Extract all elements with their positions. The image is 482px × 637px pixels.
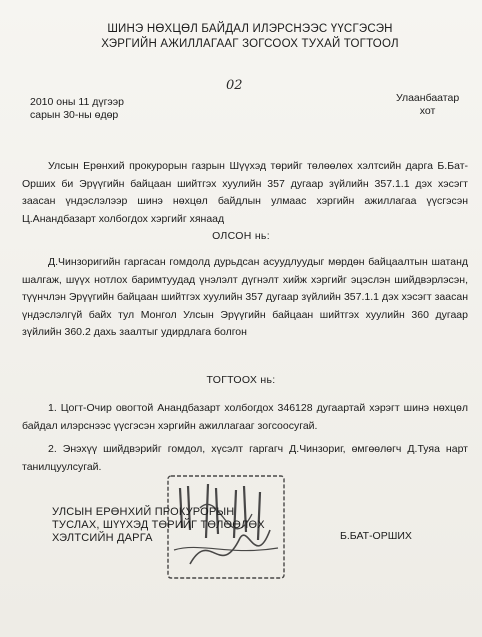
title-line-2: ХЭРГИЙН АЖИЛЛАГААГ ЗОГСООХ ТУХАЙ ТОГТООЛ [101,38,399,50]
date-line-1: 2010 оны 11 дүгээр [30,96,124,108]
document-place [396,92,459,118]
signatory-title-line-1: УЛСЫН ЕРӨНХИЙ ПРОКУРОРЫН [52,506,235,518]
resolve-heading: ТОГТООХ нь: [206,374,276,386]
signatory-title-line-3: ХЭЛТСИЙН ДАРГА [52,532,153,544]
found-paragraph: Д.Чинзоригийн гаргасан гомдолд дурьдсан асуудлуудыг мөрдөн байцаалтын шатанд шалгаж, шүүх нотлох баримтуудад үнэлэлт дүгнэлт хийж хэргийг эцэслэн шийдвэрлэсэн, түүнчлэн Эрүүгийн байцаан шийтгэх хуулийн 357 дугаар зүйлийн 357.1.1 дэх хэсэгт заасан үндэслэлгүй байх тул Монгол Улсын Эрүүгийн байцаан шийтгэх хуулийн 360 дугаар зүйлийн 360.2 дахь заалтыг удирдлага болгон [22,256,468,338]
place-line-1: Улаанбаатар [396,92,460,104]
title-line-1: ШИНЭ НӨХЦӨЛ БАЙДАЛ ИЛЭРСНЭЭС ҮҮСГЭСЭН [107,23,393,35]
document-title [60,22,440,52]
date-line-2: сарын 30-ны өдөр [30,109,119,121]
signatory-title [52,506,265,545]
signatory-title-line-2: ТУСЛАХ, ШҮҮХЭД ТӨРИЙГ ТӨЛӨӨЛӨХ [52,519,265,531]
found-heading: ОЛСОН нь: [212,230,270,242]
document-date [30,96,124,122]
resolution-item-1: 1. Цогт-Очир овогтой Анандбазарт холбогдох 346128 дугаартай хэрэгт шинэ нөхцөл байдал илэрснээс үүсгэсэн хэргийн ажиллагааг зогсоосугай. [22,402,468,432]
resolution-list [22,400,468,476]
signer-name: Б.БАТ-ОРШИХ [340,530,412,542]
intro-paragraph: Улсын Ерөнхий прокурорын газрын Шүүхэд төрийг төлөөлөх хэлтсийн дарга Б.Бат-Орших би Эрүүгийн байцаан шийтгэх хуулийн 357 дугаар зүйлийн 357.1.1 дэх хэсэгт заасан үндэслэлээр шинэ нөхцөл байдлын улмаас хэргийн ажиллагаа үүсгэсэн Ц.Анандбазарт холбогдох хэргийг хянаад [22,160,468,225]
resolution-item-2: 2. Энэхүү шийдвэрийг гомдол, хүсэлт гаргагч Д.Чинзориг, өмгөөлөгч Д.Туяа нарт танилцуулсугай. [22,443,468,473]
place-line-2: хот [419,105,436,117]
document-number: 02 [226,78,243,93]
